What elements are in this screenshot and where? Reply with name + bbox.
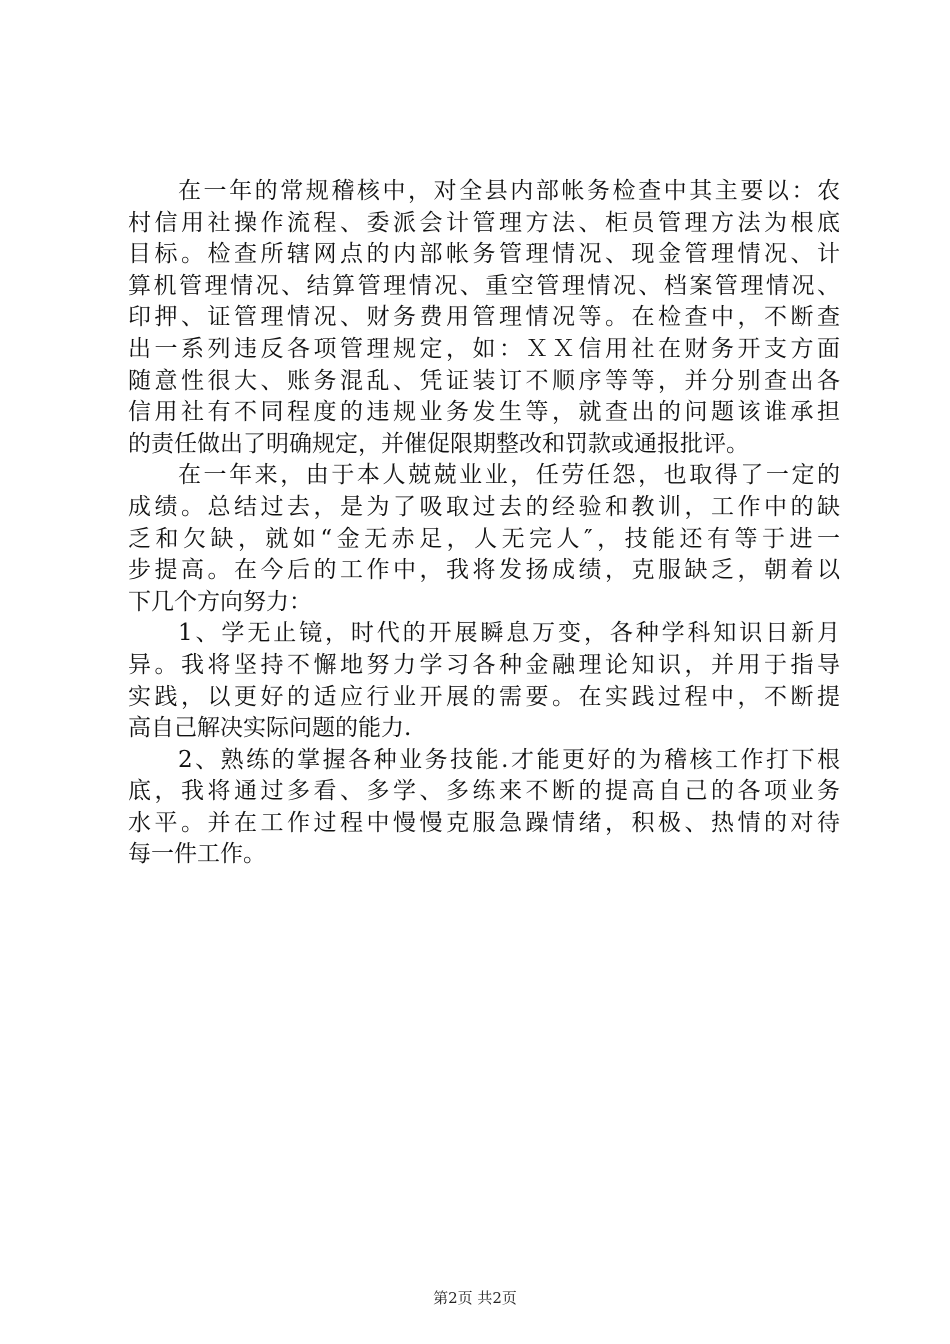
page-number-footer: 第2页 共2页 [433, 1289, 517, 1307]
paragraph-1 [128, 176, 840, 460]
text-line: 下几个方向努力： [128, 588, 312, 615]
text-line: 随意性很大、账务混乱、凭证装订不顺序等等，并分别查出各 [128, 367, 840, 394]
text-line: 算机管理情况、结算管理情况、重空管理情况、档案管理情况、 [128, 272, 840, 299]
text-line: 1、学无止镜，时代的开展瞬息万变，各种学科知识日新月 [178, 620, 840, 647]
text-line: 底，我将通过多看、多学、多练来不断的提高自己的各项业务 [128, 778, 840, 805]
text-line: 异。我将坚持不懈地努力学习各种金融理论知识，并用于指导 [128, 651, 840, 678]
text-line: 高自己解决实际问题的能力. [128, 715, 412, 742]
text-line: 在一年的常规稽核中，对全县内部帐务检查中其主要以：农 [178, 178, 840, 204]
text-line: 在一年来，由于本人兢兢业业，任劳任怨，也取得了一定的 [178, 462, 840, 489]
text-line: 水平。并在工作过程中慢慢克服急躁情绪，积极、热情的对待 [128, 809, 840, 836]
text-line: 步提高。在今后的工作中，我将发扬成绩，克服缺乏，朝着以 [128, 557, 840, 584]
text-line: 村信用社操作流程、委派会计管理方法、柜员管理方法为根底 [128, 209, 840, 236]
paragraph-3 [128, 618, 840, 744]
text-line: 成绩。总结过去，是为了吸取过去的经验和教训，工作中的缺 [128, 493, 840, 520]
text-line: 出一系列违反各项管理规定，如：ＸＸ信用社在财务开支方面 [128, 335, 840, 362]
text-line: 乏和欠缺，就如“金无赤足，人无完人″，技能还有等于进一 [128, 525, 840, 552]
text-line: 信用社有不同程度的违规业务发生等，就查出的问题该谁承担 [128, 399, 840, 426]
paragraph-4 [128, 745, 840, 871]
text-line: 的责任做出了明确规定，并催促限期整改和罚款或通报批评。 [128, 430, 749, 457]
text-line: 2、熟练的掌握各种业务技能.才能更好的为稽核工作打下根 [178, 746, 840, 773]
document-body [128, 176, 840, 871]
paragraph-2 [128, 460, 840, 618]
text-line: 印押、证管理情况、财务费用管理情况等。在检查中，不断查 [128, 304, 840, 331]
text-line: 目标。检查所辖网点的内部帐务管理情况、现金管理情况、计 [128, 241, 840, 268]
text-line: 每一件工作。 [128, 841, 266, 868]
text-line: 实践，以更好的适应行业开展的需要。在实践过程中，不断提 [128, 683, 840, 710]
